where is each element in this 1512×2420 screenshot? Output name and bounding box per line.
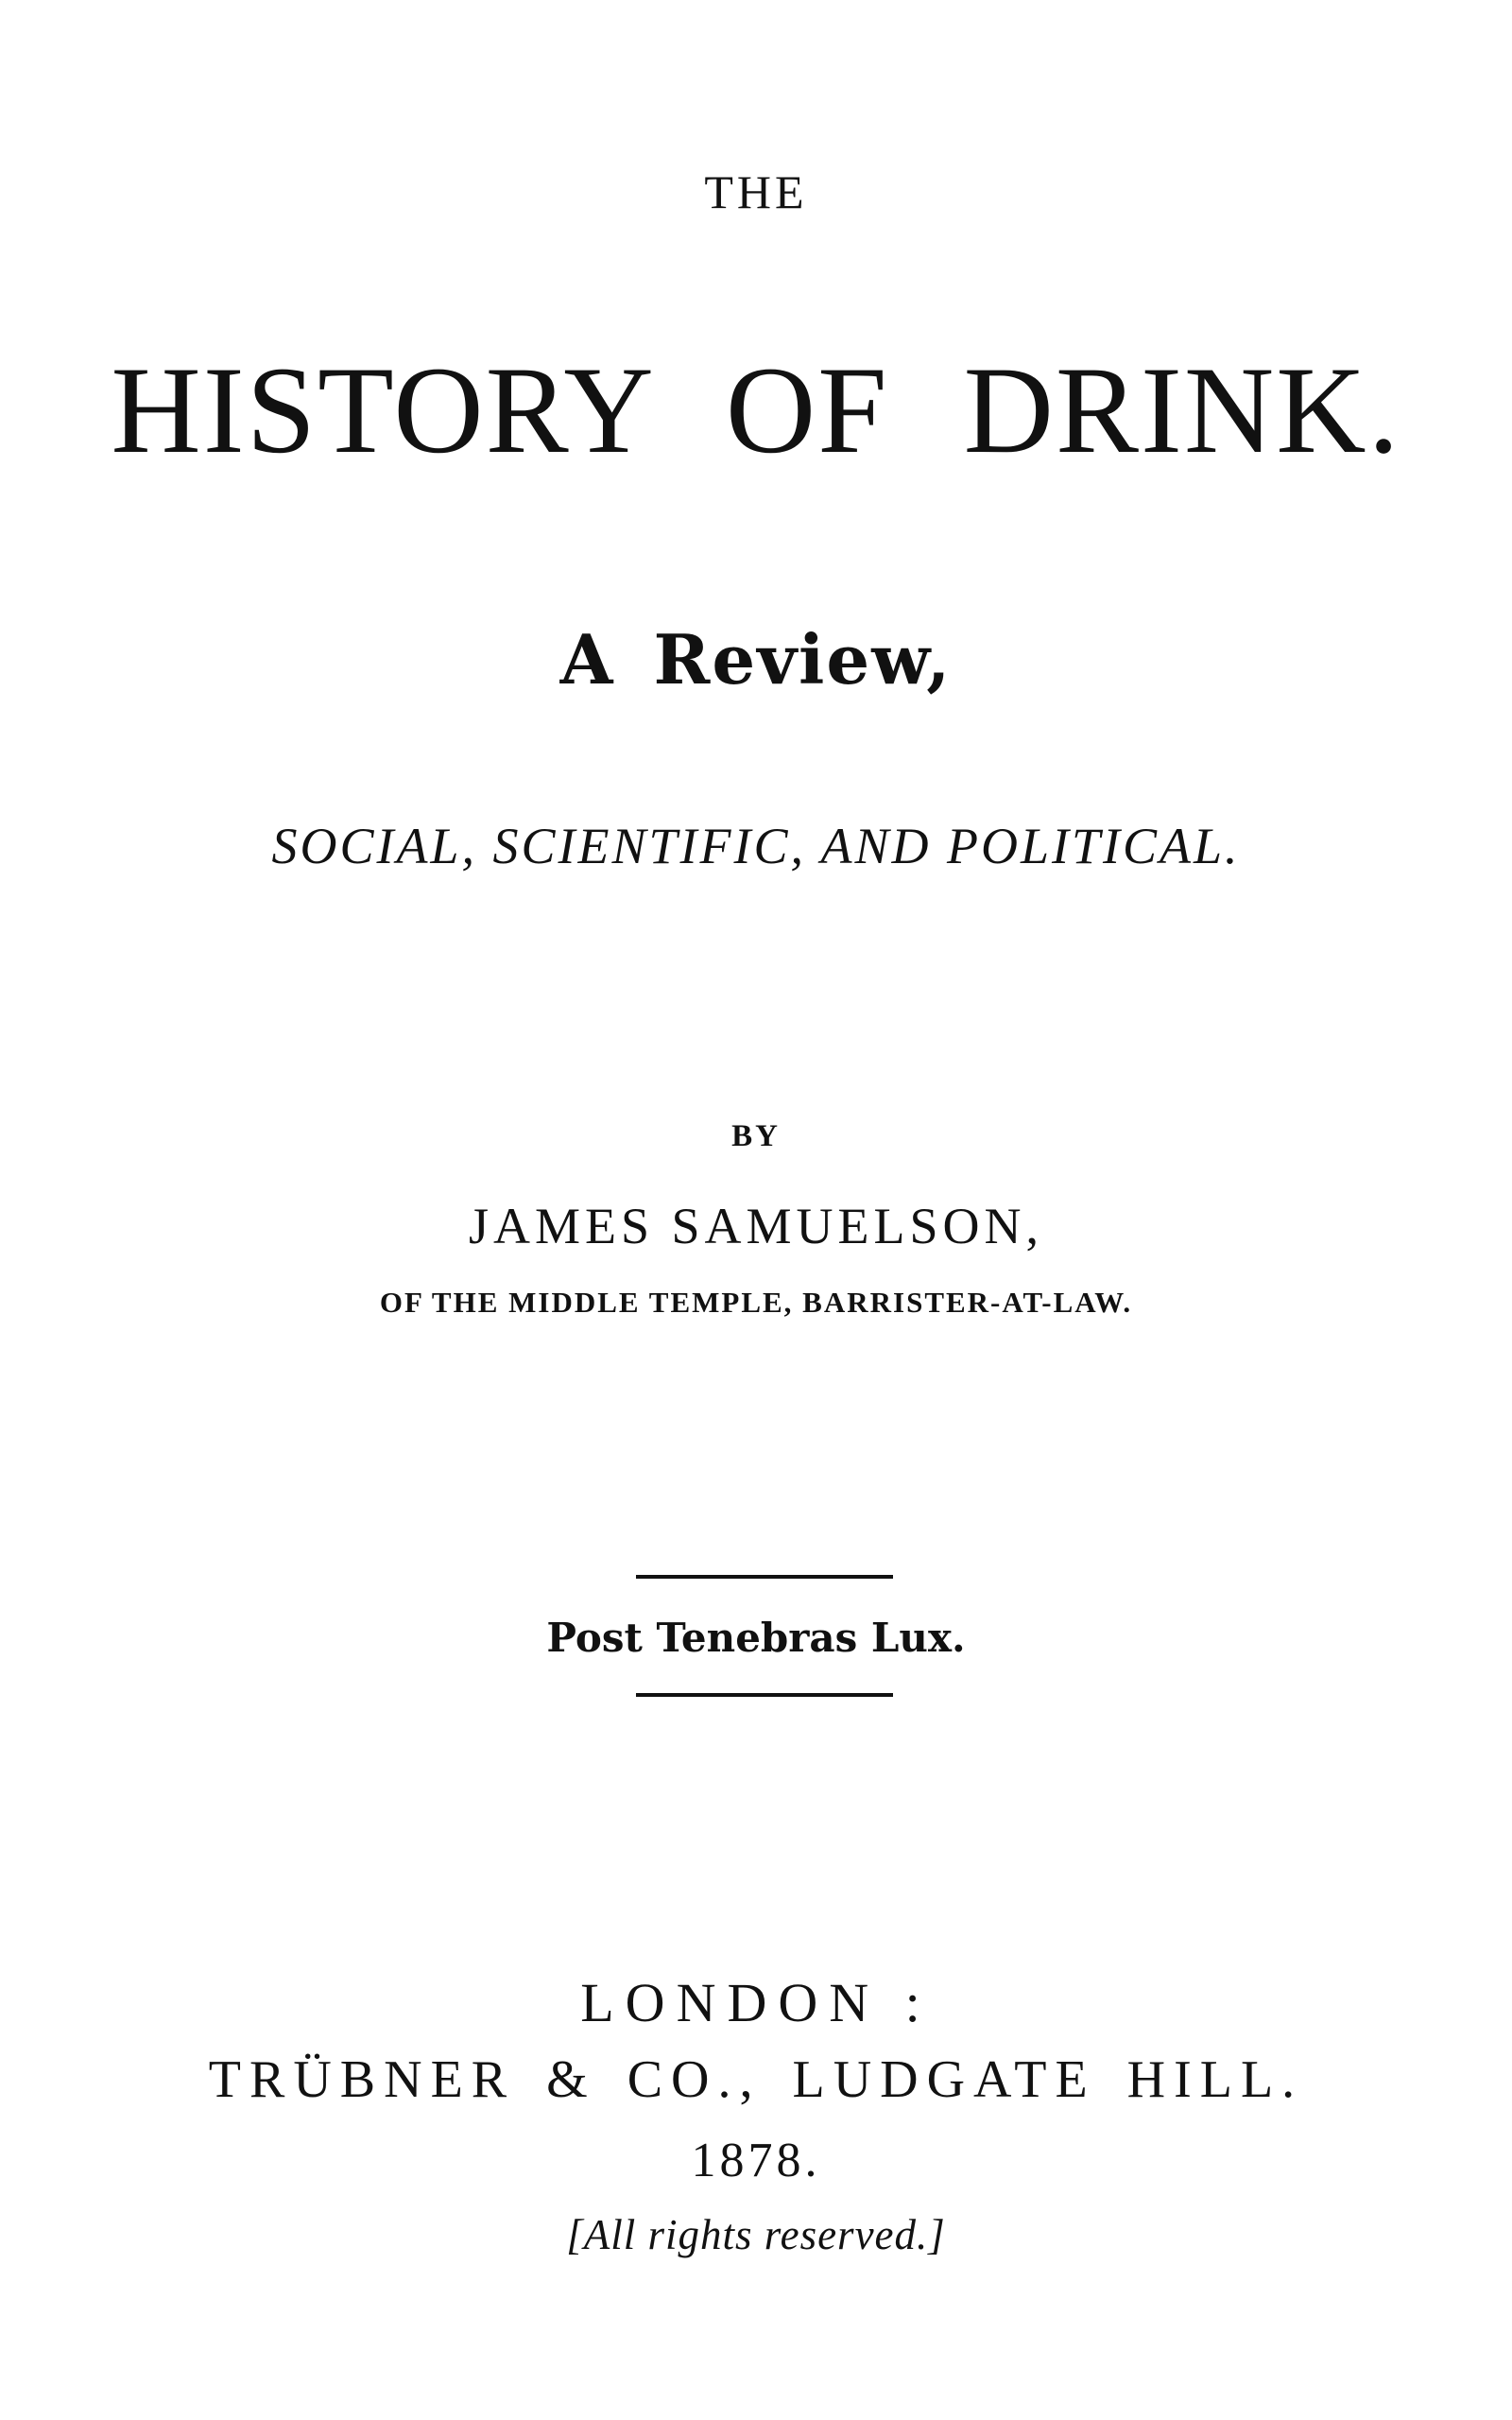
blackletter-heading: A Review, [559,619,953,700]
imprint-city: LONDON : [580,1972,932,2033]
motto-rule-bottom [636,1693,893,1697]
author-description: OF THE MIDDLE TEMPLE, BARRISTER-AT-LAW. [379,1286,1133,1319]
book-title: HISTORY OF DRINK. [111,340,1401,479]
rights-notice: [All rights reserved.] [566,2211,946,2258]
motto: Post Tenebras Lux. [546,1615,966,1661]
book-subtitle: SOCIAL, SCIENTIFIC, AND POLITICAL. [271,818,1241,874]
imprint-year: 1878. [691,2134,821,2187]
title-article: THE [704,165,808,218]
motto-rule-top [636,1575,893,1579]
imprint-publisher: TRÜBNER & CO., LUDGATE HILL. [208,2050,1304,2109]
by-line: BY [731,1119,781,1153]
author-name: JAMES SAMUELSON, [468,1198,1044,1254]
